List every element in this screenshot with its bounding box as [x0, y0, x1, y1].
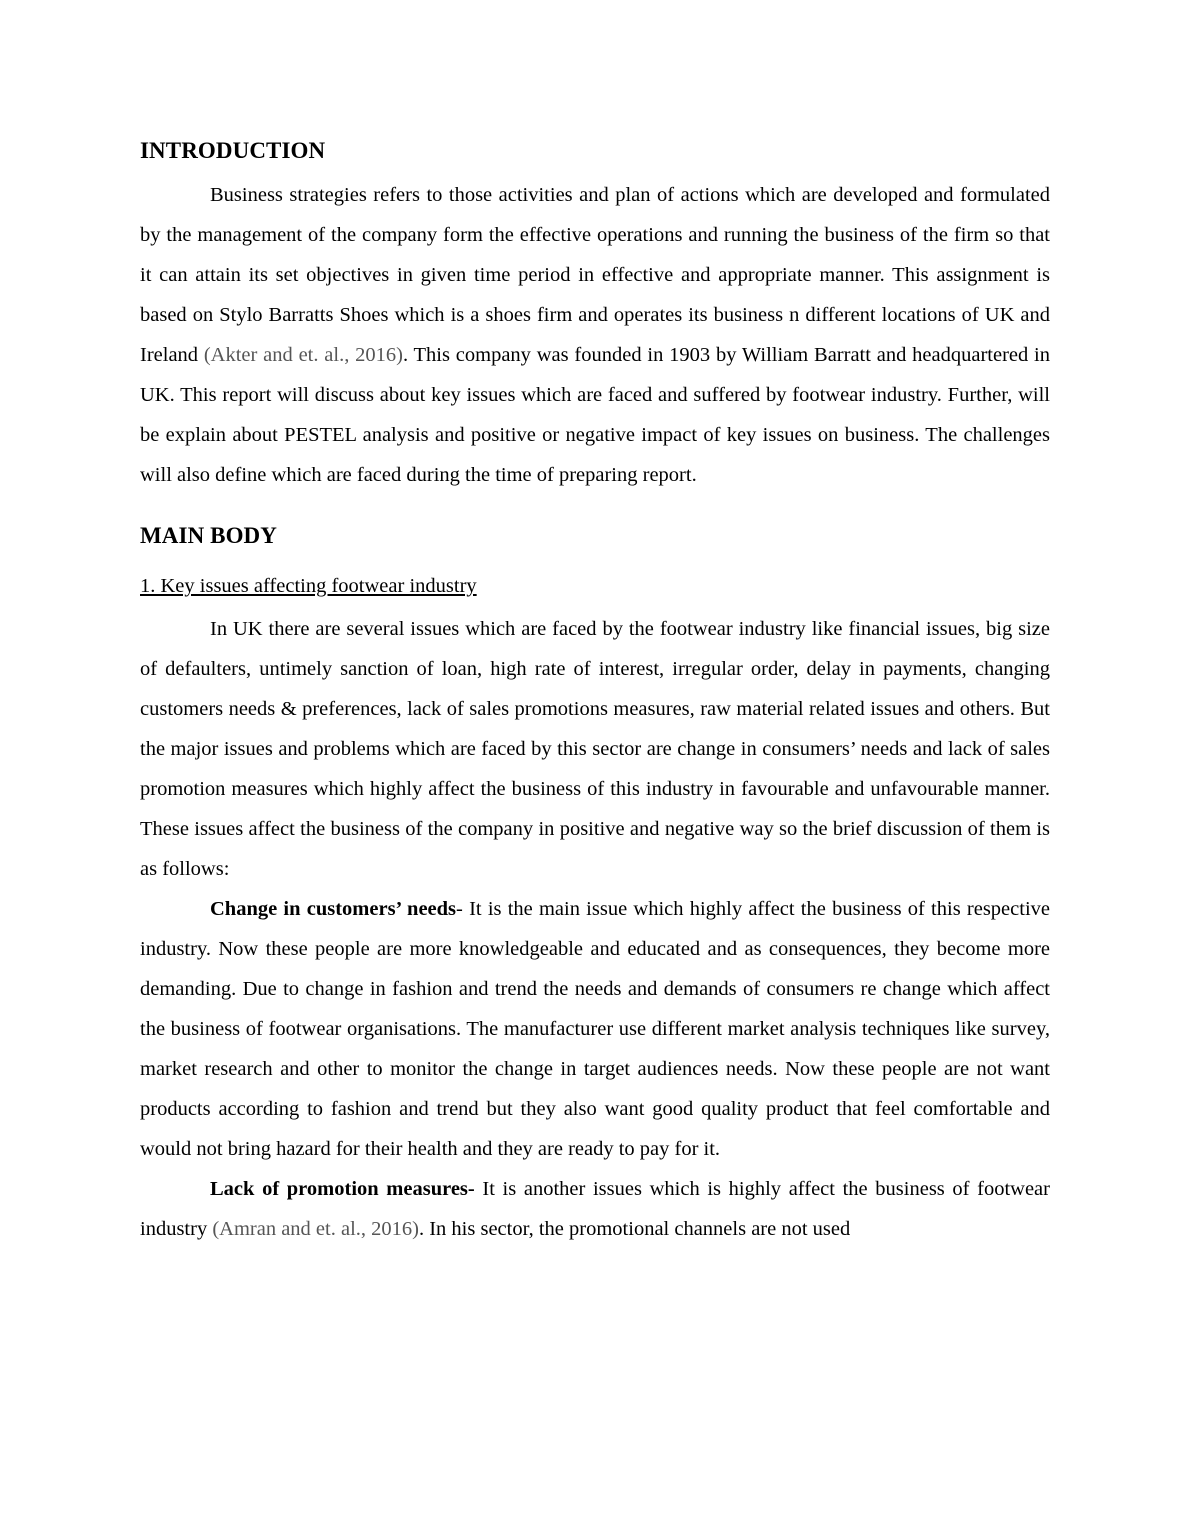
- text-run: . In his sector, the promotional channels are not used: [418, 1218, 851, 1240]
- paragraph-lack-of-promotion-measures: [140, 1169, 1050, 1249]
- paragraph-introduction-1: [140, 175, 1050, 495]
- text-run: In UK there are several issues which are faced by the footwear industry like financial issues, big size of defaulters, untimely sanction of loan, high rate of interest, irregular order, delay in payments, changing customers needs & preferences, lack of sales promotions measures, raw material related issues and others. But the major issues and problems which are faced by this sector are change in consumers’ needs and lack of sales promotion measures which highly affect the business of this industry in favourable and unfavourable manner. These issues affect the business of the company in positive and negative way so the brief discussion of them is as follows:: [140, 618, 1050, 880]
- subheading-text: 1. Key issues affecting footwear industry: [140, 575, 477, 597]
- citation-akter-2016: (Akter and et. al., 2016): [203, 344, 403, 366]
- heading-introduction: INTRODUCTION: [140, 138, 326, 163]
- citation-amran-2016: (Amran and et. al., 2016): [212, 1218, 419, 1240]
- subheading-key-issues: [140, 571, 1050, 601]
- term-change-in-customers-needs: Change in customers’ needs: [210, 898, 457, 920]
- document-content: [140, 136, 1050, 1249]
- paragraph-change-in-customers-needs: [140, 889, 1050, 1169]
- text-run: It is another issues which is highly affect the business of footwear industry: [140, 1178, 1050, 1240]
- paragraph-main-body-1: [140, 609, 1050, 889]
- text-run: Business strategies refers to those activities and plan of actions which are developed and formulated by the management of the company form the effective operations and running the business of the firm so that it can attain its set objectives in given time period in effective and appropriate manner. This assignment is based on Stylo Barratts Shoes which is a shoes firm and operates its business n different locations of UK and Ireland: [140, 184, 1050, 366]
- text-run: . This company was founded in 1903 by William Barratt and headquartered in UK. This report will discuss about key issues which are faced and suffered by footwear industry. Further, will be explain about PESTEL analysis and positive or negative impact of key issues on business. The challenges will also define which are faced during the time of preparing report.: [140, 344, 1050, 486]
- term-lack-of-promotion-measures: Lack of promotion measures-: [210, 1178, 475, 1200]
- heading-main-body: MAIN BODY: [140, 523, 277, 548]
- text-run: - It is the main issue which highly affect the business of this respective industry. Now these people are more knowledgeable and educated and as consequences, they become more demanding. Due to change in fashion and trend the needs and demands of consumers re change which affect the business of footwear organisations. The manufacturer use different market analysis techniques like survey, market research and other to monitor the change in target audiences needs. Now these people are not want products according to fashion and trend but they also want good quality product that feel comfortable and would not bring hazard for their health and they are ready to pay for it.: [140, 898, 1050, 1160]
